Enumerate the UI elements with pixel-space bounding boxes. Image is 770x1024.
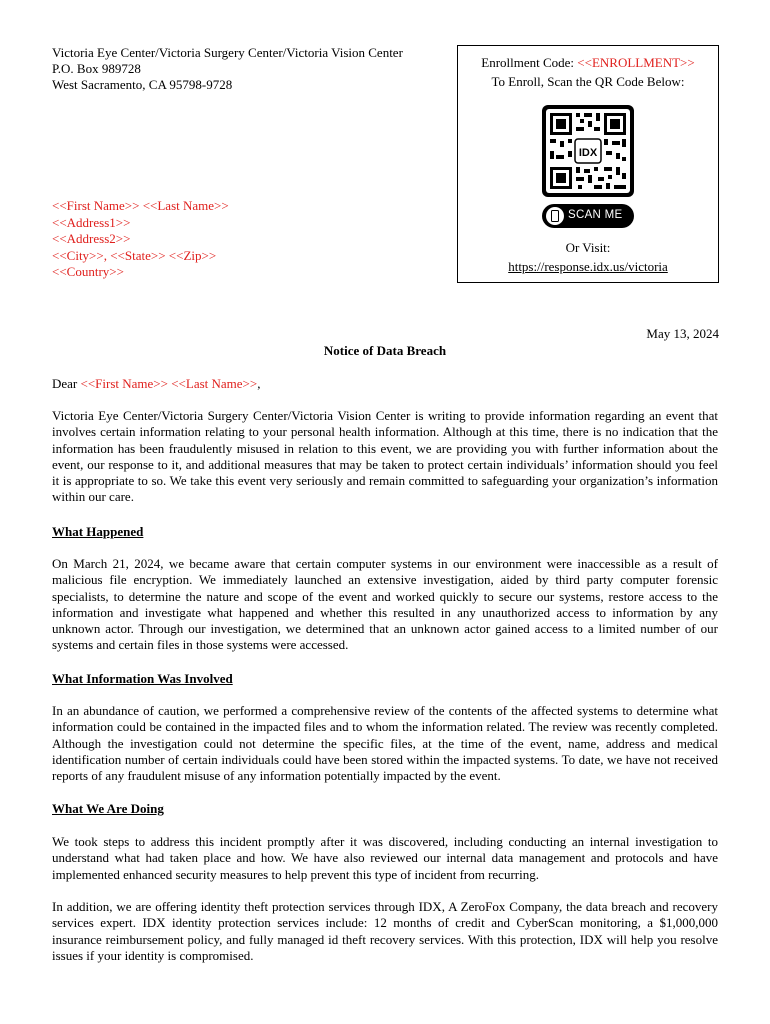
enrollment-url-link[interactable]: https://response.idx.us/victoria (508, 259, 668, 274)
or-visit-label: Or Visit: (565, 240, 611, 255)
heading-what-happened: What Happened (52, 524, 144, 539)
scan-me-label: SCAN ME (568, 209, 623, 221)
recipient-country: <<Country>> (52, 264, 124, 279)
recipient-name: <<First Name>> <<Last Name>> (52, 198, 229, 213)
recipient-address (52, 198, 229, 281)
scan-instruction: To Enroll, Scan the QR Code Below: (491, 74, 685, 89)
enrollment-code-value: <<ENROLLMENT>> (577, 55, 695, 70)
qr-code[interactable] (542, 105, 634, 197)
letter-date: May 13, 2024 (646, 326, 719, 341)
what-happened-paragraph: On March 21, 2024, we became aware that certain computer systems in our environment were inaccessible as a result of malicious file encryption. We immediately launched an extensive investigation, aided by third party computer forensic specialists, to determine the nature and scope of the event and worked quickly to secure our systems, restore access to the information and investigate what happened and whether this resulted in any unauthorized access to information by any unknown actor. Through our investigation, we determined that an unknown actor gained access to a limited number of our systems and certain files in those systems were accessed. (52, 556, 718, 653)
scan-me-button[interactable] (542, 204, 634, 228)
enrollment-box (457, 45, 719, 283)
heading-what-we-are-doing: What We Are Doing (52, 801, 164, 816)
letter-title: Notice of Data Breach (323, 343, 447, 358)
sender-address (52, 45, 403, 93)
recipient-address1: <<Address1>> (52, 214, 131, 230)
what-we-are-doing-paragraph: We took steps to address this incident promptly after it was discovered, including conducting an internal investigation to understand what had taken place and how. We have also reviewed our internal data management and protocols and have implemented enhanced security measures to help prevent this type of incident from recurring. (52, 834, 718, 882)
sender-po-box: P.O. Box 989728 (52, 61, 141, 76)
sender-city: West Sacramento, CA 95798-9728 (52, 77, 233, 92)
sender-name: Victoria Eye Center/Victoria Surgery Center/Victoria Vision Center (52, 45, 403, 60)
phone-icon (546, 207, 564, 225)
salutation-name: <<First Name>> <<Last Name>> (80, 376, 258, 391)
qr-center-label: IDX (578, 147, 598, 159)
salutation: Dear <<First Name>> <<Last Name>>, (52, 376, 261, 391)
what-information-paragraph: In an abundance of caution, we performed a comprehensive review of the contents of the affected systems to determine what information could be contained in the impacted files and to whom the information related. The review was recently completed. Although the investigation could not determine the specific files, at the time of the event, name, address and medical identification number of certain individuals could have been stored within the impacted systems. To date, we have not received reports of any fraudulent misuse of any information potentially impacted by the event. (52, 703, 718, 784)
heading-what-information: What Information Was Involved (52, 671, 233, 686)
intro-paragraph: Victoria Eye Center/Victoria Surgery Center/Victoria Vision Center is writing to provide information regarding an event that involves certain information relating to your personal health information. Although at this time, there is no indication that the information has been fraudulently misused in relation to this event, we are providing you with further information about the event, our response to it, and additional measures that may be taken to protect certain individuals’ information should you feel it is appropriate to so. We take this event very seriously and remain committed to safeguarding your organization’s information within our care. (52, 408, 718, 505)
recipient-address2: <<Address2>> (52, 231, 131, 246)
enrollment-code: Enrollment Code: <<ENROLLMENT>> (481, 55, 695, 70)
identity-protection-paragraph: In addition, we are offering identity theft protection services through IDX, A ZeroFox Company, the data breach and recovery services expert. IDX identity protection services include: 12 months of credit and CyberScan monitoring, a $1,000,000 insurance reimbursement policy, and fully managed id theft recovery services. With this protection, IDX will help you resolve issues if your identity is compromised. (52, 899, 718, 963)
recipient-city-state-zip: <<City>>, <<State>> <<Zip>> (52, 247, 217, 263)
